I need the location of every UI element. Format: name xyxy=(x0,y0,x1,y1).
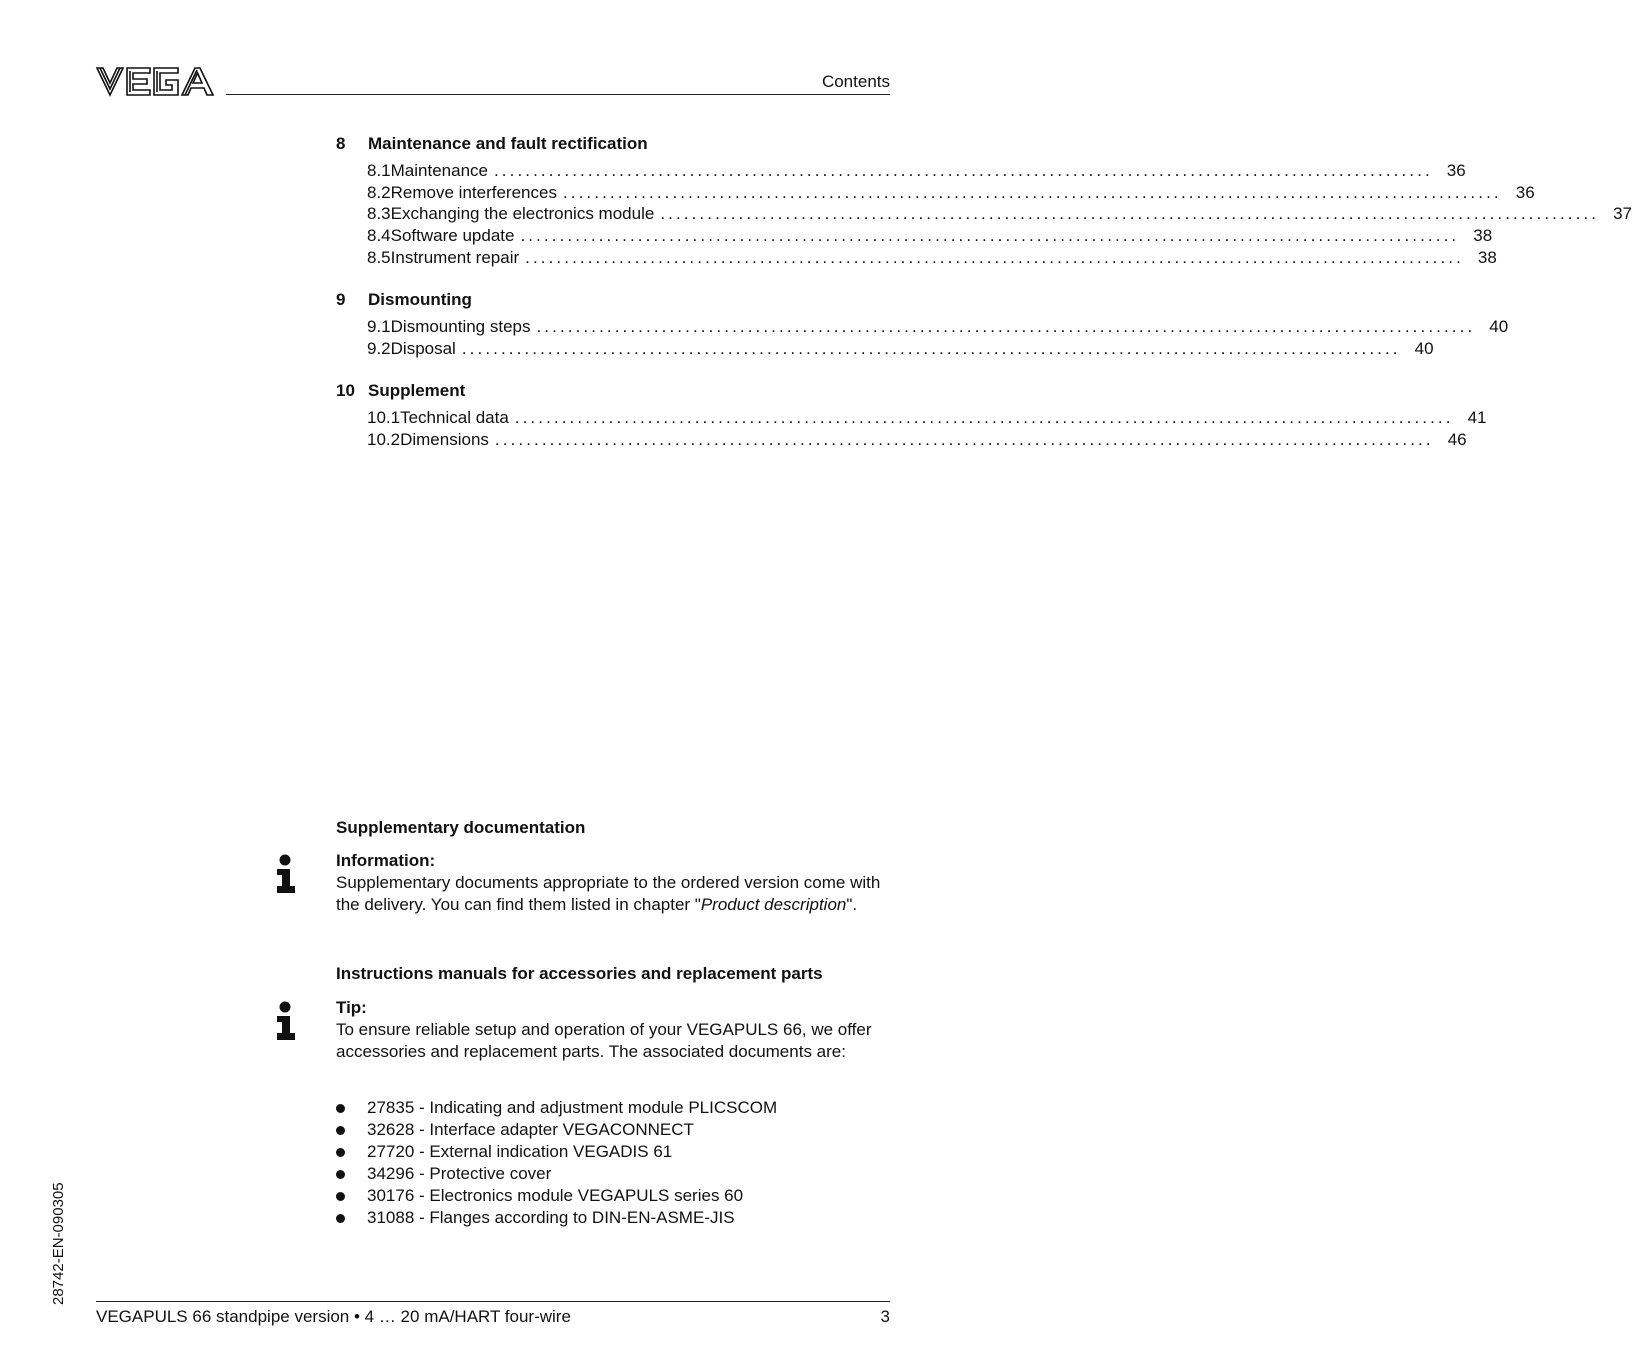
toc-leader-dots: ........................................................................................................................ xyxy=(461,338,1401,358)
list-item-text: 27835 - Indicating and adjustment module PLICSCOM xyxy=(367,1098,778,1117)
toc-entry-page: 37 xyxy=(1613,204,1632,224)
tip-text: To ensure reliable setup and operation of your VEGAPULS 66, we offer accessories and replacement parts. The associated documents are: xyxy=(336,1020,872,1061)
toc-section-10 xyxy=(336,379,1487,450)
toc-section-heading xyxy=(336,288,890,312)
information-icon xyxy=(275,854,297,894)
vega-logo-icon xyxy=(96,64,214,98)
list-item-text: 27720 - External indication VEGADIS 61 xyxy=(367,1142,673,1161)
bullet-icon xyxy=(336,1126,345,1135)
vega-logo xyxy=(96,64,214,103)
toc-entry[interactable] xyxy=(336,160,1466,182)
toc-entry-page: 36 xyxy=(1446,161,1466,180)
toc-leader-dots: ........................................................................................................................ xyxy=(562,182,1502,202)
toc-entry-number: 9.2 xyxy=(367,338,391,358)
toc-entry-title: Maintenance xyxy=(390,161,488,180)
toc-section-heading xyxy=(336,132,890,156)
bullet-icon xyxy=(336,1104,345,1113)
header-section-title: Contents xyxy=(821,72,890,91)
toc-entry[interactable] xyxy=(336,429,1467,451)
toc-leader-dots: ........................................................................................................................ xyxy=(520,226,1460,246)
toc-entry[interactable] xyxy=(336,407,1487,429)
toc-section-title: Dismounting xyxy=(368,290,472,309)
toc-leader-dots: ........................................................................................................................ xyxy=(660,204,1600,224)
toc-entry-title: Exchanging the electronics module xyxy=(390,204,655,224)
list-item xyxy=(336,1119,777,1141)
toc-entry-page: 40 xyxy=(1489,317,1509,336)
list-item-text: 31088 - Flanges according to DIN-EN-ASME-JIS xyxy=(367,1208,735,1227)
toc-entry-title: Software update xyxy=(390,226,515,246)
toc-leader-dots: ........................................................................................................................ xyxy=(494,429,1434,449)
list-item-text: 32628 - Interface adapter VEGACONNECT xyxy=(367,1120,694,1139)
toc-entry-number: 9.1 xyxy=(367,317,391,336)
list-item xyxy=(336,1097,777,1119)
toc-entry-page: 38 xyxy=(1473,226,1493,246)
toc-entry-number: 8.3 xyxy=(367,204,391,224)
list-item xyxy=(336,1163,777,1185)
toc-section-title: Supplement xyxy=(368,381,466,400)
toc-section-number: 8 xyxy=(336,134,346,153)
tip-label: Tip: xyxy=(336,998,367,1017)
toc-section-heading xyxy=(336,379,890,403)
information-label: Information: xyxy=(336,851,436,870)
footer-title: VEGAPULS 66 standpipe version • 4 … 20 mA/HART four-wire xyxy=(96,1307,571,1326)
toc-section-number: 9 xyxy=(336,290,346,309)
toc-entries xyxy=(336,160,1632,268)
toc-entry-page: 41 xyxy=(1467,408,1487,427)
toc-section-number: 10 xyxy=(336,381,355,400)
toc-entry[interactable] xyxy=(336,338,1434,360)
toc-entry[interactable] xyxy=(336,203,1632,225)
toc-entry-number: 8.4 xyxy=(367,226,391,246)
toc-leader-dots: ........................................................................................................................ xyxy=(525,247,1464,267)
toc-entries xyxy=(336,316,1509,359)
bullet-icon xyxy=(336,1214,345,1223)
toc-section-9 xyxy=(336,288,1509,359)
toc-entry-title: Remove interferences xyxy=(390,182,557,202)
header-divider xyxy=(226,94,890,95)
bullet-icon xyxy=(336,1170,345,1179)
toc-entry-title: Instrument repair xyxy=(390,247,520,267)
toc-leader-dots: ........................................................................................................................ xyxy=(536,317,1476,336)
toc-entry-number: 8.5 xyxy=(367,247,391,267)
bullet-icon xyxy=(336,1148,345,1157)
toc-entry[interactable] xyxy=(336,225,1493,247)
toc-entry-number: 10.1 xyxy=(367,408,401,427)
tip-icon xyxy=(275,1001,297,1041)
toc-entry-number: 8.2 xyxy=(367,182,391,202)
list-item-text: 30176 - Electronics module VEGAPULS series 60 xyxy=(367,1186,744,1205)
document-code: 28742-EN-090305 xyxy=(50,1182,67,1305)
toc-section-8 xyxy=(336,132,1632,268)
chapter-reference: Product description xyxy=(700,895,847,914)
information-text-part: ". xyxy=(846,895,858,914)
toc-entries xyxy=(336,407,1487,450)
toc-entry-title: Disposal xyxy=(390,338,456,358)
toc-entry-number: 8.1 xyxy=(367,161,391,180)
toc-entry-title: Dimensions xyxy=(400,429,489,449)
information-text-part: Supplementary documents appropriate to the ordered version come with the delivery. You can find them listed in chapter " xyxy=(336,873,881,914)
accessory-manuals-heading: Instructions manuals for accessories and replacement parts xyxy=(336,964,823,983)
toc-leader-dots: ........................................................................................................................ xyxy=(493,161,1433,180)
toc-entry-page: 40 xyxy=(1414,338,1434,358)
toc-entry[interactable] xyxy=(336,316,1509,338)
supplementary-doc-heading: Supplementary documentation xyxy=(336,818,586,837)
accessory-document-list xyxy=(336,1097,777,1229)
toc-entry-title: Dismounting steps xyxy=(390,317,531,336)
list-item xyxy=(336,1141,777,1163)
list-item-text: 34296 - Protective cover xyxy=(367,1164,552,1183)
page-number: 3 xyxy=(880,1307,890,1326)
toc-entry-number: 10.2 xyxy=(367,429,401,449)
toc-entry-page: 38 xyxy=(1477,247,1497,267)
bullet-icon xyxy=(336,1192,345,1201)
toc-entry-title: Technical data xyxy=(400,408,509,427)
toc-leader-dots: ........................................................................................................................ xyxy=(514,408,1454,427)
toc-entry-page: 36 xyxy=(1515,182,1535,202)
list-item xyxy=(336,1207,777,1229)
toc-entry[interactable] xyxy=(336,182,1535,204)
information-note xyxy=(336,850,892,916)
tip-note xyxy=(336,997,892,1063)
footer-divider xyxy=(96,1301,890,1302)
toc-entry[interactable] xyxy=(336,247,1497,269)
information-text xyxy=(336,872,892,916)
toc-entry-page: 46 xyxy=(1447,429,1467,449)
list-item xyxy=(336,1185,777,1207)
toc-section-title: Maintenance and fault rectification xyxy=(368,134,648,153)
